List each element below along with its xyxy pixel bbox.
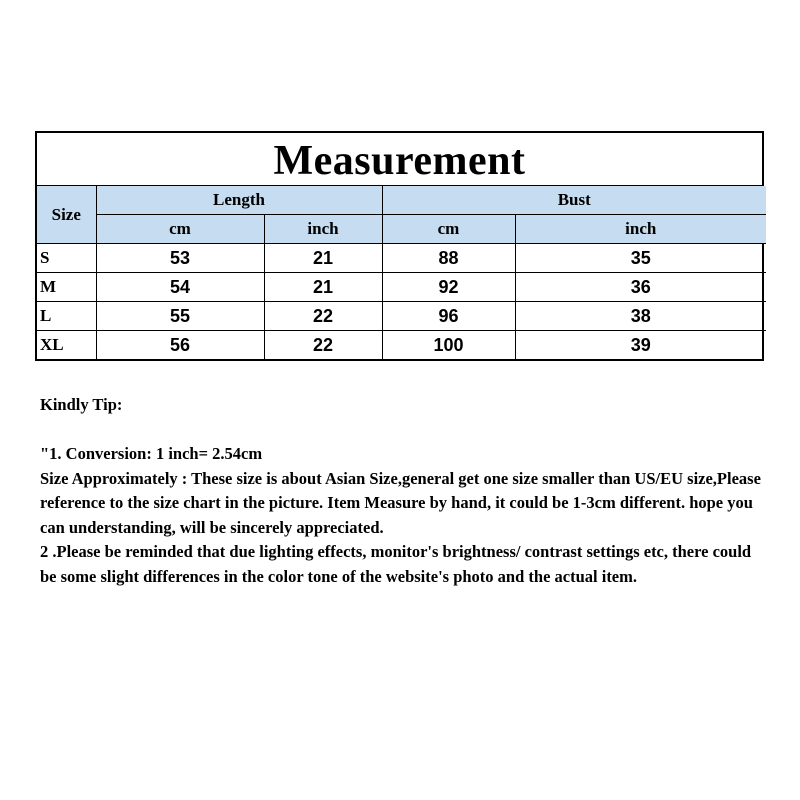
table-cell: 54 [96,273,264,302]
size-column-header: Size [37,186,96,244]
table-cell: 21 [264,273,382,302]
table-row [37,331,766,360]
size-label: XL [37,331,96,360]
size-label: M [37,273,96,302]
table-cell: 53 [96,244,264,273]
unit-header: inch [264,215,382,244]
conversion-note: "1. Conversion: 1 inch= 2.54cm [40,444,263,463]
table-row [37,302,766,331]
notes-heading: Kindly Tip: [40,395,123,414]
table-cell: 36 [515,273,766,302]
table-cell: 38 [515,302,766,331]
table-cell: 22 [264,331,382,360]
table-cell: 96 [382,302,515,331]
table-cell: 22 [264,302,382,331]
table-cell: 35 [515,244,766,273]
notes-spacer [40,418,770,443]
length-group-header: Length [96,186,382,215]
table-cell: 21 [264,244,382,273]
table-cell: 39 [515,331,766,360]
unit-header: cm [96,215,264,244]
size-label: L [37,302,96,331]
size-label: S [37,244,96,273]
chart-title: Measurement [37,133,762,186]
size-approx-note: Size Approximately : These size is about Asian Size,general get one size smaller than US/EU size,Please reference to the size chart in the picture. Item Measure by hand, it could be 1-3cm different. hope you can understanding, will be sincerely appreciated. [40,468,761,537]
table-cell: 92 [382,273,515,302]
table-cell: 56 [96,331,264,360]
color-disclaimer-note: 2 .Please be reminded that due lighting effects, monitor's brightness/ contrast settings etc, there could be some slight differences in the color tone of the website's photo and the actual item. [40,542,752,586]
size-chart [35,131,764,361]
table-cell: 88 [382,244,515,273]
bust-group-header: Bust [382,186,766,215]
table-row [37,273,766,302]
kindly-tip-notes [40,393,770,589]
size-table [37,186,766,359]
table-cell: 55 [96,302,264,331]
unit-header: inch [515,215,766,244]
unit-header: cm [382,215,515,244]
table-cell: 100 [382,331,515,360]
table-row [37,244,766,273]
